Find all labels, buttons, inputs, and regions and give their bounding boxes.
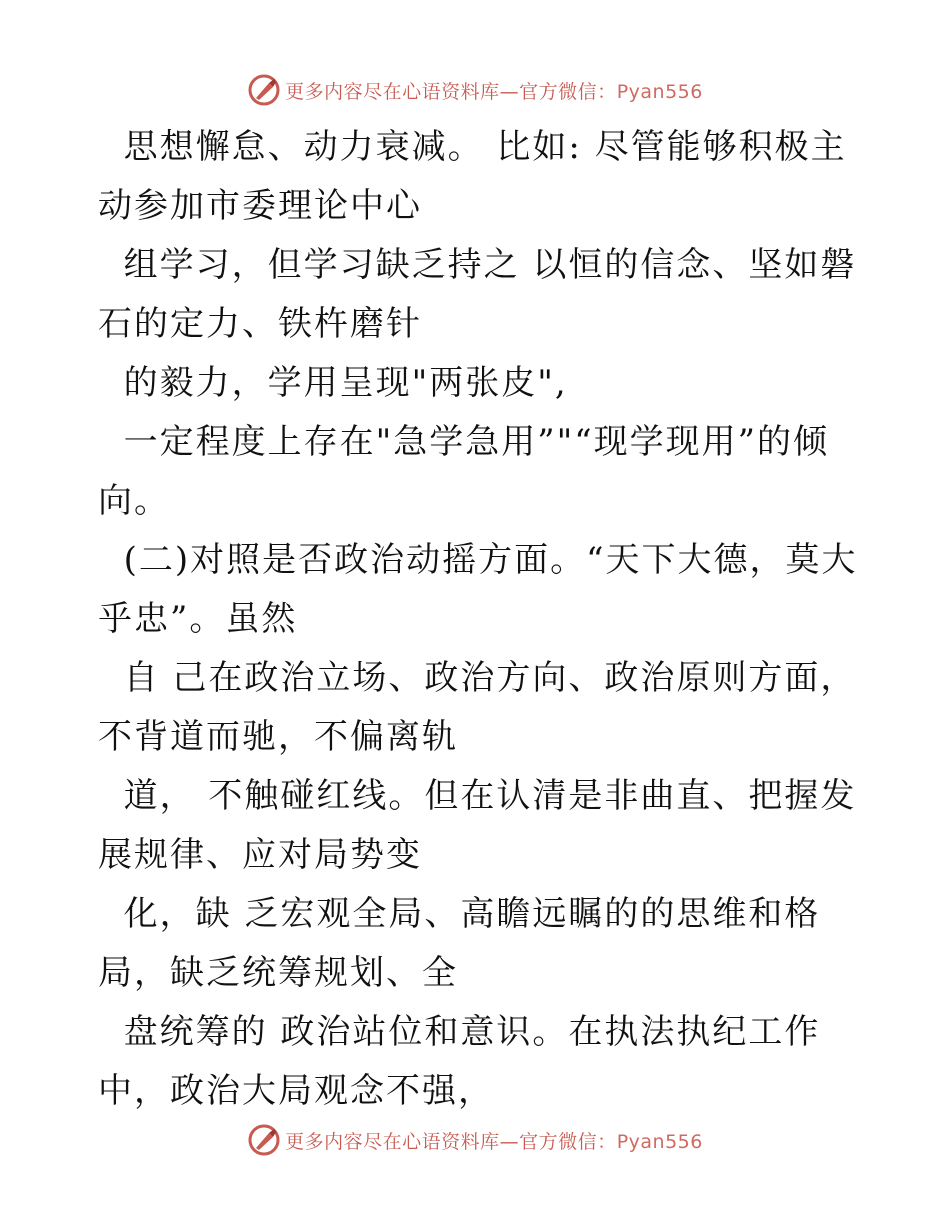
footer-brand-id: Pyan556 (616, 1130, 703, 1153)
body-line: 道， 不触碰红线。但在认清是非曲直、把握发 (98, 776, 857, 816)
body-line: 乎忠”。虽然 (98, 599, 298, 639)
body-line: (二)对照是否政治动摇方面。“天下大德，莫大 (98, 540, 858, 580)
footer-brand-label: 官方微信： (519, 1130, 617, 1153)
header-brand-main: 更多内容尽在心语资料库 (285, 80, 500, 103)
body-line: 组学习，但学习缺乏持之 以恒的信念、坚如磐 (98, 245, 857, 285)
page-footer (0, 1120, 950, 1160)
body-line: 思想懈怠、动力衰减。 比如: 尽管能够积极主 (98, 127, 847, 167)
header-brand-label: 官方微信： (519, 80, 617, 103)
footer-brand-sep: — (499, 1130, 520, 1153)
body-line: 不背道而驰，不偏离轨 (98, 717, 458, 757)
pen-nib-logo-icon (247, 73, 281, 107)
body-line: 盘统筹的 政治站位和意识。在执法执纪工作 (98, 1012, 821, 1052)
footer-brand (285, 1127, 703, 1154)
body-line: 自 己在政治立场、政治方向、政治原则方面， (98, 658, 857, 698)
body-line: 展规律、应对局势变 (98, 835, 422, 875)
body-line: 一定程度上存在"急学急用”"“现学现用”的倾 (98, 422, 830, 462)
header-brand-id: Pyan556 (616, 80, 703, 103)
document-body (98, 118, 858, 1121)
body-line: 化，缺 乏宏观全局、高瞻远瞩的的思维和格 (98, 894, 821, 934)
footer-brand-main: 更多内容尽在心语资料库 (285, 1130, 500, 1153)
pen-nib-logo-icon (247, 1123, 281, 1157)
header-brand-sep: — (499, 80, 520, 103)
body-line: 石的定力、铁杵磨针 (98, 304, 422, 344)
body-line: 动参加市委理论中心 (98, 186, 422, 226)
page-header (0, 70, 950, 110)
body-line: 向。 (98, 481, 170, 521)
header-brand (285, 77, 703, 104)
body-line: 局，缺乏统筹规划、全 (98, 953, 458, 993)
body-line: 中，政治大局观念不强， (98, 1071, 494, 1111)
body-line: 的毅力，学用呈现"两张皮", (98, 363, 568, 403)
